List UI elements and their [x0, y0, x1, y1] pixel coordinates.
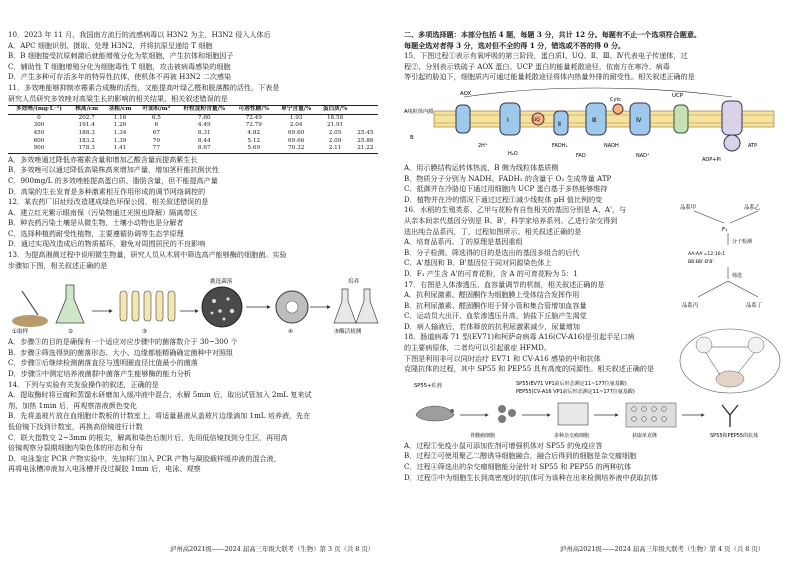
text-line: D．过程⑤中为细胞生长到高密度时的抗体可为该种在出来检测培养液中获取抗体 [404, 472, 658, 482]
cytc-carrier [613, 104, 623, 114]
table-row [8, 145, 378, 153]
text-line: D．电泳鉴定 PCR 产物实验中，先加样门加入 PCR 产物与凝胶载样缓冲液的混合液， [8, 453, 281, 463]
questions-15-18 [404, 163, 666, 375]
soil-sample-icon [12, 315, 48, 327]
fig15-label-cytc: Cytc [610, 96, 622, 103]
text-line: 10．2023 年 11 月，我国南方流行的流感病毒以 H3N2 为主，H3N2 侵入人体后 [8, 30, 271, 39]
text-line: 16．水稻的生殖类系、乙甲与花粉有自性相关的基因分别是 A、A'，与 [404, 205, 627, 215]
footer-page-3: 泸州高2021级——2024 届高三年级大联考（生物）第 3 页（共 8 页） [170, 545, 375, 553]
table-cell: 69.60 [288, 129, 305, 136]
table-cell: 70 [152, 137, 160, 144]
text-line: C．选择种植药耐受性植物，主要遵循协调等生态学原理 [8, 228, 184, 238]
table-header-cell: 株高/cm [75, 106, 99, 113]
text-line: B．种农药污染土壤是从微生物，土壤小动物也是分解者 [8, 218, 184, 228]
text-line: B．步骤④筛选得到的菌落形态、大小、边缘都能精确确定菌种中对照组 [8, 347, 234, 357]
text-line: 15．下图过程①表示有氧呼吸的第三阶段，蛋白质Ⅰ、UQ、Ⅱ、Ⅲ、Ⅳ代表电子传递体，过 [404, 51, 688, 61]
fig18-label: SP55+佐剂 [414, 382, 442, 389]
table-cell: 183.2 [78, 137, 95, 144]
mouse-ear-icon [450, 409, 454, 413]
text-line: A．建立红光紫示眼南保（污染物通过光照也降解）隔离带区 [8, 207, 198, 217]
text-line: 倍镜观察分裂期细胞内染色体的形态和分布 [8, 443, 143, 453]
flask-icon [356, 289, 378, 323]
table-header-cell: 茎粗/cm [108, 106, 132, 113]
fig16-label: 筛选 [732, 272, 743, 279]
table-cell: 2.09 [328, 137, 342, 144]
table-cell: 8.44 [197, 137, 211, 144]
table-header-cell: 蛋白质/% [322, 106, 348, 113]
table-cell: 25.86 [357, 137, 374, 144]
text-line: 等引起的胁迫下，细胞质内可通过能量耗散途径将体内热量外排的耐受性。相关叙述正确的是 [404, 72, 695, 82]
fig15-label-side-a: A线粒体内膜 [404, 108, 434, 115]
table-header-cell: 籽粒淀粉含量/% [183, 106, 226, 113]
table-cell: 2.05 [328, 129, 342, 136]
fig15-label-side-b: B [410, 134, 414, 141]
fig18-label: 多种杂交瘤细胞 [554, 432, 590, 439]
text-line: D．植物并在冷的情况下通过过程①减少线粒体 pH 值比例的变 [404, 194, 603, 204]
text-line: 18．肠道病毒 71 型(EV71)和柯萨奇病毒 A16(CV-A16)是引起手足口病 [404, 332, 635, 342]
text-line: A．步骤③的目的是确保有一个适应对应步骤中的菌落数介于 30~300 个 [8, 337, 238, 347]
text-line: 每题全选对者得 3 分，选对但不全的得 1 分，错选或不答的得 0 分。 [404, 40, 626, 50]
table-paclobutrazol [8, 105, 378, 154]
fig15-label-1: Ⅰ [507, 116, 509, 124]
complex-2 [554, 111, 568, 135]
text-line: A．多效唑通过降低赤霉素含量和增加乙酸含量而提高紫生长 [8, 154, 198, 164]
text-line: A．用示膜结构运转体热流，B 侧为线粒体基质侧 [404, 162, 559, 172]
text-line: 下图是利用非可以同时治疗 EV71 和 CV-A16 感染的中和抗体 [404, 353, 601, 363]
fig15-label-3: Ⅲ [592, 116, 597, 124]
text-line: 11．多效唑能够抑制赤霉素合成酶的活性，又能提高叶绿乙醛和脱落酸的活性。下表是 [8, 82, 280, 92]
table-cell: 18.58 [326, 114, 344, 121]
hypothalamus-icon [696, 337, 712, 353]
fig15-label-nadh: NADH [604, 142, 619, 149]
culture-plate-icon [558, 403, 588, 425]
fig13-label: ①取样 [12, 329, 29, 336]
complex-1 [500, 103, 520, 135]
petri-dish-icon [202, 287, 242, 327]
fig18-label: SP55和PEP55的抗体 [710, 432, 759, 439]
sample-spoon-icon [22, 291, 38, 315]
fig15-label-fad: FAD [576, 152, 586, 159]
hybridoma-cells [498, 405, 516, 423]
mouse-icon [416, 406, 454, 421]
table-header-cell: 单宁含量/% [281, 106, 312, 113]
text-line: A．过程①免疫小鼠可添加佐剂可增强机体对 SP55 的免疫应答 [404, 440, 603, 450]
table-body [8, 114, 378, 153]
proton-flow-arrow [464, 88, 732, 97]
text-line: B．多效唑可以通过降低高粱株高来增加产量，增加茎秆能抗倒伏性 [8, 165, 219, 175]
text-line: C．辅助性 T 细胞增殖分化为细胞毒性 T 细胞，攻击被病毒感染的细胞 [8, 61, 231, 71]
table-cell: 450 [33, 129, 45, 136]
table-cell: 72.79 [245, 122, 262, 129]
text-line: C．运动员大出汗、血浆渗透压升高，钠盐下丘脑产生渴觉 [404, 311, 587, 321]
fig13-label: ② [68, 329, 74, 336]
colony-halo-icon [286, 301, 298, 313]
fig18-label: PEP55(CV-A16 VP1前后形态测定11~177位氨基酸) [516, 388, 635, 395]
fig16-label: F₁ [722, 226, 728, 233]
fig13-label: 挑选菌落 [210, 279, 233, 286]
ucp-protein [674, 105, 688, 133]
figure-q13-svg [8, 271, 388, 337]
table-cell: 1.34 [113, 129, 127, 136]
fig15-label-h2o: H₂O [508, 150, 518, 157]
fig15-label-nad: NAD⁺ [636, 152, 650, 159]
table-cell: 2.11 [328, 145, 342, 152]
table-cell: 6 [154, 122, 159, 129]
text-line: C．抵御并在冷胁迫下通过用细胞内 UCP 蛋白基于多热能够维持 [404, 184, 608, 194]
fig15-label-fadh2: FADH₂ [552, 142, 568, 149]
text-line: D．病人输液后，若体释放的抗利尿激素减少，尿量增加 [404, 321, 580, 331]
figure-q18 [404, 375, 786, 441]
table-cell: 1.16 [113, 114, 127, 121]
figure-q15 [404, 83, 786, 163]
text-line: 13．为提高湘测过程中说明微生物量，研究人员从木屑中筛选高产能够酶的细胞菌。实验 [8, 250, 287, 260]
cross-lines [694, 211, 758, 223]
atp-synthase-head [724, 135, 740, 151]
figure-q18-svg [404, 375, 784, 441]
text-line: 的主要病原体，二者均可以引起重症 HFMD。 [404, 343, 551, 353]
table-cell: 6.5 [151, 114, 161, 121]
text-line: 程②、分别表示铁硫子 AOX 蛋白、UCP 蛋白的能量耗散途径，依南方在寒冷、病毒 [404, 61, 670, 71]
table-cell: 70.32 [288, 145, 305, 152]
question-18-options [404, 441, 786, 483]
table-cell: 7.60 [197, 114, 211, 121]
text-line: A．培育品系丙、丁的原理是基因重组 [404, 237, 523, 247]
text-line: C．900mg/L 的多效唑能提高蛋白质、脂肪含量，但不能提高产量 [8, 175, 218, 185]
text-line: 17．右图是人体渗透压、血容量调节的机制，相关叙述正确的是 [404, 279, 605, 289]
fig16-label: 分子检测 [732, 238, 753, 245]
adrenal-icon [748, 337, 764, 353]
table-cell: 178.3 [78, 145, 95, 152]
fig18-label: 骨髓瘤细胞 [470, 432, 496, 439]
dilution-tubes [120, 291, 175, 321]
table-cell: 5.12 [247, 137, 261, 144]
text-line: 研究人员研究多效唑对高粱生长的影响的相关结果，相关叙述错误的是 [8, 93, 228, 103]
text-line: 14．下列与实验有关发验操作的叙述，正确的是 [8, 379, 159, 389]
table-cell: 300 [33, 122, 45, 129]
text-line: B．B 细胞接受抗原刺激后就能增殖分化为浆细胞，产生抗体和细胞因子 [8, 51, 234, 61]
fig16-label: 品系乙 [744, 204, 761, 211]
table-row [8, 122, 378, 130]
text-line: B．分子检测、筛选得的目的是选出的基因多组合的后代 [404, 247, 580, 257]
table-cell: 600 [33, 137, 45, 144]
text-line: 二、多项选择题：本部分包括 4 题，每题 3 分，共计 12 分。每题有不止一个选项符合题意。 [404, 30, 702, 39]
table-row [8, 138, 378, 146]
table-row [8, 114, 378, 122]
table-cell: 2.04 [289, 122, 303, 129]
text-line: C．步骤⑤后继续检测菌落直径与透明圈直径比值最小的菌落 [8, 358, 198, 368]
fig16-label: 品系甲 [680, 204, 697, 211]
table-cell: 67 [152, 129, 160, 136]
fig15-label-2h: 2H⁺ [478, 142, 488, 149]
section-2-and-q15 [404, 30, 786, 83]
text-line: 步骤如下图，相关叙述正确的是 [8, 260, 108, 270]
text-line: 选出纯合品系丙，丁，过程如图所示。相关叙述正确的是 [404, 226, 582, 236]
aox-protein [456, 105, 470, 133]
text-line: 再将电泳槽冲液加入电泳槽并没过凝胶 1mm 后，电泳、观察 [8, 464, 201, 474]
fig18-label: SP55(EV71 VP1前后形态测定11~177位氨基酸) [516, 380, 627, 387]
table-header-cell: 多效唑/(mg·L⁻¹) [15, 106, 62, 113]
text-line: B．物质分子分别为 NADH、FADH₂ 的含量于 O₂ 生成等量 ATP [404, 173, 612, 183]
text-line: A．抗利尿激素、醛固酮作为细胞膜上受体结合发挥作用 [404, 290, 580, 300]
fig13-label: ⑤酶活检测 [334, 329, 362, 336]
table-header-cell: 叶面积/m² [142, 106, 171, 113]
table-cell: 900 [33, 145, 45, 152]
page-4 [404, 30, 786, 483]
table-cell: 191.4 [78, 122, 95, 129]
fig13-label: ④ [288, 329, 294, 336]
figure-q15-svg [404, 83, 784, 163]
text-line: C．A'基因和 B、B'基因位于同对同源染色体上 [404, 258, 552, 268]
text-line: D．高粱的生长发育是多种激素相互作用形成的调节网络调控的 [8, 186, 206, 196]
fig16-label: BB:BB':B'B' [688, 259, 714, 265]
footer-page-4: 泸州高2021级——2024 届高三年级大联考（生物）第 4 页（共 8 页） [560, 545, 765, 553]
fig15-label-atp: ATP [748, 142, 758, 149]
table-cell: 4.49 [197, 122, 211, 129]
fig13-label: ③ [142, 329, 148, 336]
table-cell: 8.31 [197, 129, 211, 136]
fig16-label: AA:AA'=12:16:1 [688, 251, 726, 257]
table-cell: 188.3 [78, 129, 95, 136]
table-cell: 1.41 [113, 145, 127, 152]
split-lines [698, 281, 758, 297]
table-header-cell: 可溶性糖/% [238, 106, 269, 113]
text-line: 克隆抗体的过程，其中 SP55 和 PEP55 具有高度的同源性。相关叙述正确的是 [404, 364, 655, 374]
well-plate-icon [626, 403, 676, 427]
table-cell: 1.93 [289, 114, 303, 121]
fig15-label-ucp: UCP [672, 92, 683, 99]
table-cell: 5.69 [247, 145, 261, 152]
text-line: D．F₁ 产生含 A'的可育花粉，含 A 的可育花粉为 5：1 [404, 268, 578, 278]
flask-icon [334, 289, 356, 323]
table-cell: 8.67 [197, 145, 211, 152]
page-3 [8, 30, 390, 475]
text-line: B．抗利尿激素、醛固酮作用于肾小管和集合管增加血容量 [404, 300, 587, 310]
table-cell: 1.26 [113, 122, 127, 129]
table-cell: 21.22 [357, 145, 374, 152]
table-row [8, 130, 378, 138]
text-line: 低倍镜下找到计数室，再换高倍镜进行计数 [8, 422, 143, 431]
fig15-label-4: Ⅳ [636, 116, 642, 124]
table-cell: 4.82 [247, 129, 261, 136]
atp-synthase [722, 101, 742, 135]
text-line: C．过程④筛选出的杂交瘤细胞能分泌针对 SP55 和 PEP55 的两种抗体 [404, 462, 632, 472]
text-line: 12．某农药厂旧址经改造建成绿色环保公园，相关叙述错误的是 [8, 197, 209, 207]
antibody-icon [722, 405, 738, 427]
text-line: C．联大指数交 2~3mm 的根尖，解离和染色后制片后，先用低倍镜找到分生区，再用高 [8, 432, 288, 442]
fig15-label-aox: AOX [460, 90, 472, 97]
text-line: 从亲本间亲代基因分别是 B、B'，科学家培养系列、乙进行杂交得到 [404, 215, 618, 225]
table-cell: 25.45 [357, 129, 374, 136]
table-cell: 1.39 [113, 137, 127, 144]
questions-13-14 [8, 337, 390, 475]
table-cell: 202.7 [78, 114, 95, 121]
figure-q13 [8, 271, 390, 337]
table-cell: 69.66 [288, 137, 305, 144]
fig15-label-2: Ⅱ [558, 120, 561, 128]
flask-icon [56, 285, 84, 323]
table-cell: 77 [152, 145, 160, 152]
fig13-label: 培养 [348, 279, 360, 286]
fig15-label-uq: UQ [533, 117, 540, 123]
questions-11-13 [8, 155, 390, 272]
table-cell: 72.49 [245, 114, 262, 121]
fig18-label: 获取单克隆 [632, 432, 658, 439]
questions-10-11 [8, 30, 390, 104]
table-header-row [8, 106, 378, 115]
fig15-label-adp: ADP+Pi [702, 156, 721, 163]
text-line: B．先将盖玻片放在血细胞计数板的计数室上，将适量悬液从盖玻片边缘滴加 1mL 培养液，先在 [8, 411, 311, 421]
text-line: 剂，加热 1min 后，再观察溶液颜色变化 [8, 400, 137, 410]
text-line: D．通过实现改造成后的物质循环，避免对周围居民的不良影响 [8, 239, 206, 249]
text-line: D．产生多种可存活多年的特异性抗体，使机体不再被 H3N2 二次感染 [8, 72, 232, 82]
table-cell: 0 [37, 114, 41, 121]
figure-q16-svg [674, 201, 786, 319]
text-line: A．APC 细胞识别、摄取、处理 H3N2，并将抗原呈递给 T 细胞 [8, 40, 213, 50]
q15-16-17-block [404, 163, 786, 375]
table-cell: 21.91 [326, 122, 344, 129]
fig16-label: 品系丙 [682, 302, 699, 309]
text-line: B．过程②可使用聚乙二醇诱导细胞融合，融合后得到的细胞是杂交瘤细胞 [404, 451, 637, 461]
text-line: D．步骤⑤中测定培养液菌群中菌落产生能够酶的能力分析 [8, 369, 192, 379]
fig16-label: 品系丁 [746, 302, 763, 309]
text-line: A．提取酶时将豆腐和蒸馏水研磨加入缓冲液中混合，水解 5min 后，取出试管加入 2mL 复来试 [8, 390, 312, 400]
